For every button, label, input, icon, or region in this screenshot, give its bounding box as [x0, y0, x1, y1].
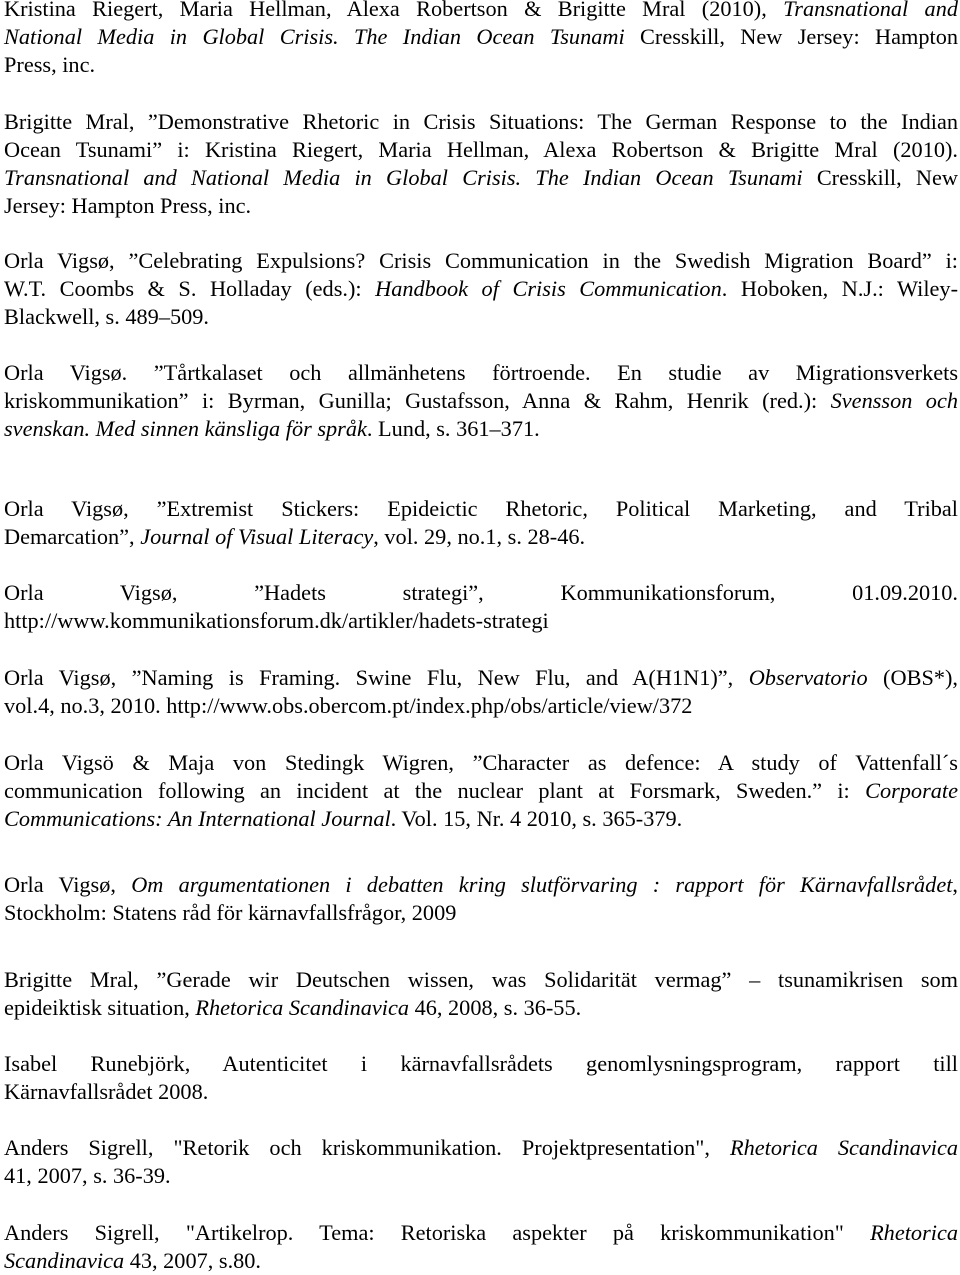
reference-text: Demarcation”,: [4, 524, 141, 549]
reference-line: [4, 1162, 958, 1190]
reference-line: [4, 899, 958, 927]
reference-text: Brigitte Mral, ”Demonstrative Rhetoric in Crisis Situations: The German Response to the Indian: [4, 109, 958, 134]
reference-text: Orla Vigsø, ”Celebrating Expulsions? Crisis Communication in the Swedish Migration Board” i:: [4, 248, 958, 273]
reference-entry: [4, 966, 958, 1022]
reference-text: Blackwell, s. 489–509.: [4, 304, 209, 329]
reference-text: kriskommunikation” i: Byrman, Gunilla; Gustafsson, Anna & Rahm, Henrik (red.):: [4, 388, 831, 413]
reference-entry: [4, 664, 958, 720]
reference-text: Kärnavfallsrådet 2008.: [4, 1079, 209, 1104]
reference-text: communication following an incident at the nuclear plant at Forsmark, Sweden.” i:: [4, 778, 866, 803]
reference-line: [4, 805, 958, 833]
italic-text: Rhetorica Scandinavica: [195, 995, 409, 1020]
reference-entry: [4, 1050, 958, 1106]
italic-text: Rhetorica: [870, 1220, 958, 1245]
reference-line: [4, 51, 958, 79]
reference-text: . Lund, s. 361–371.: [366, 416, 540, 441]
italic-text: Svensson och: [830, 388, 959, 413]
reference-entry: [4, 0, 958, 79]
reference-text: , vol. 29, no.1, s. 28-46.: [373, 524, 586, 549]
reference-line: [4, 607, 958, 635]
reference-line: [4, 164, 958, 192]
reference-line: [4, 275, 958, 303]
reference-entry: [4, 495, 958, 551]
reference-line: [4, 966, 958, 994]
reference-text: Cresskill, New: [802, 165, 958, 190]
reference-text: Orla Vigsö & Maja von Stedingk Wigren, ”Character as defence: A study of Vattenfall´s: [4, 750, 958, 775]
reference-line: [4, 523, 958, 551]
reference-entry: [4, 871, 958, 927]
reference-text: Anders Sigrell, "Retorik och kriskommunikation. Projektpresentation",: [4, 1135, 730, 1160]
reference-text: Orla Vigsø. ”Tårtkalaset och allmänhetens förtroende. En studie av Migrationsverkets: [4, 360, 958, 385]
italic-text: Transnational and National Media in Global Crisis. The Indian Ocean Tsunami: [4, 165, 803, 190]
reference-entry: [4, 749, 958, 833]
reference-text: Anders Sigrell, "Artikelrop. Tema: Retoriska aspekter på kriskommunikation": [4, 1220, 871, 1245]
reference-text: Orla Vigsø, ”Extremist Stickers: Epideictic Rhetoric, Political Marketing, and Tribal: [4, 496, 958, 521]
reference-text: Isabel Runebjörk, Autenticitet i kärnavfallsrådets genomlysningsprogram, rapport till: [4, 1051, 958, 1076]
reference-entry: [4, 359, 958, 443]
reference-text: epideiktisk situation,: [4, 995, 196, 1020]
reference-line: [4, 192, 958, 220]
reference-text: Cresskill, New Jersey: Hampton: [624, 24, 958, 49]
reference-line: [4, 108, 958, 136]
reference-line: [4, 1078, 958, 1106]
reference-text: Orla Vigsø,: [4, 872, 132, 897]
reference-line: [4, 994, 958, 1022]
italic-text: Rhetorica Scandinavica: [729, 1135, 959, 1160]
italic-text: Journal of Visual Literacy: [140, 524, 374, 549]
italic-text: National Media in Global Crisis. The Indian Ocean Tsunami: [4, 24, 625, 49]
italic-text: Handbook of Crisis Communication: [375, 276, 722, 301]
reference-text: Press, inc.: [4, 52, 96, 77]
reference-line: [4, 749, 958, 777]
reference-entry: [4, 1134, 958, 1190]
italic-text: svenskan. Med sinnen känsliga för språk: [4, 416, 367, 441]
reference-entry: [4, 108, 958, 220]
reference-line: [4, 777, 958, 805]
reference-text: Jersey: Hampton Press, inc.: [4, 193, 252, 218]
italic-text: Communications: An International Journal: [4, 806, 391, 831]
italic-text: Om argumentationen i debatten kring slutförvaring : rapport för Kärnavfallsrådet: [131, 872, 953, 897]
reference-text: 41, 2007, s. 36-39.: [4, 1163, 171, 1188]
reference-text: Stockholm: Statens råd för kärnavfallsfrågor, 2009: [4, 900, 457, 925]
reference-entry: [4, 247, 958, 331]
reference-line: [4, 387, 958, 415]
reference-line: [4, 871, 958, 899]
reference-line: [4, 359, 958, 387]
reference-text: 43, 2007, s.80.: [124, 1248, 262, 1273]
reference-text: Orla Vigsø, ”Hadets strategi”, Kommunikationsforum, 01.09.2010.: [4, 580, 958, 605]
reference-line: [4, 0, 958, 23]
reference-line: [4, 247, 958, 275]
reference-entry: [4, 1219, 958, 1275]
reference-line: [4, 1050, 958, 1078]
italic-text: Observatorio: [748, 665, 868, 690]
reference-line: [4, 692, 958, 720]
reference-text: Brigitte Mral, ”Gerade wir Deutschen wissen, was Solidarität vermag” – tsunamikrisen som: [4, 967, 958, 992]
reference-text: Kristina Riegert, Maria Hellman, Alexa Robertson & Brigitte Mral (2010),: [4, 0, 784, 21]
reference-entry: [4, 579, 958, 635]
reference-line: [4, 579, 958, 607]
reference-line: [4, 415, 958, 443]
reference-text: Orla Vigsø, ”Naming is Framing. Swine Flu, New Flu, and A(H1N1)”,: [4, 665, 749, 690]
reference-line: [4, 664, 958, 692]
reference-text: ,: [952, 872, 958, 897]
reference-text: vol.4, no.3, 2010. http://www.obs.obercom.pt/index.php/obs/article/view/372: [4, 693, 693, 718]
reference-text: . Vol. 15, Nr. 4 2010, s. 365-379.: [390, 806, 683, 831]
reference-line: [4, 23, 958, 51]
reference-line: [4, 136, 958, 164]
reference-line: [4, 303, 958, 331]
italic-text: Scandinavica: [4, 1248, 125, 1273]
reference-text: 46, 2008, s. 36-55.: [409, 995, 582, 1020]
reference-line: [4, 1219, 958, 1247]
reference-text: W.T. Coombs & S. Holladay (eds.):: [4, 276, 376, 301]
reference-text: Ocean Tsunami” i: Kristina Riegert, Maria Hellman, Alexa Robertson & Brigitte Mral (2010).: [4, 137, 958, 162]
reference-text: . Hoboken, N.J.: Wiley-: [721, 276, 958, 301]
reference-text: http://www.kommunikationsforum.dk/artikler/hadets-strategi: [4, 608, 549, 633]
reference-line: [4, 1247, 958, 1275]
reference-line: [4, 1134, 958, 1162]
reference-text: (OBS*),: [867, 665, 958, 690]
reference-line: [4, 495, 958, 523]
italic-text: Transnational and: [783, 0, 959, 21]
italic-text: Corporate: [865, 778, 958, 803]
